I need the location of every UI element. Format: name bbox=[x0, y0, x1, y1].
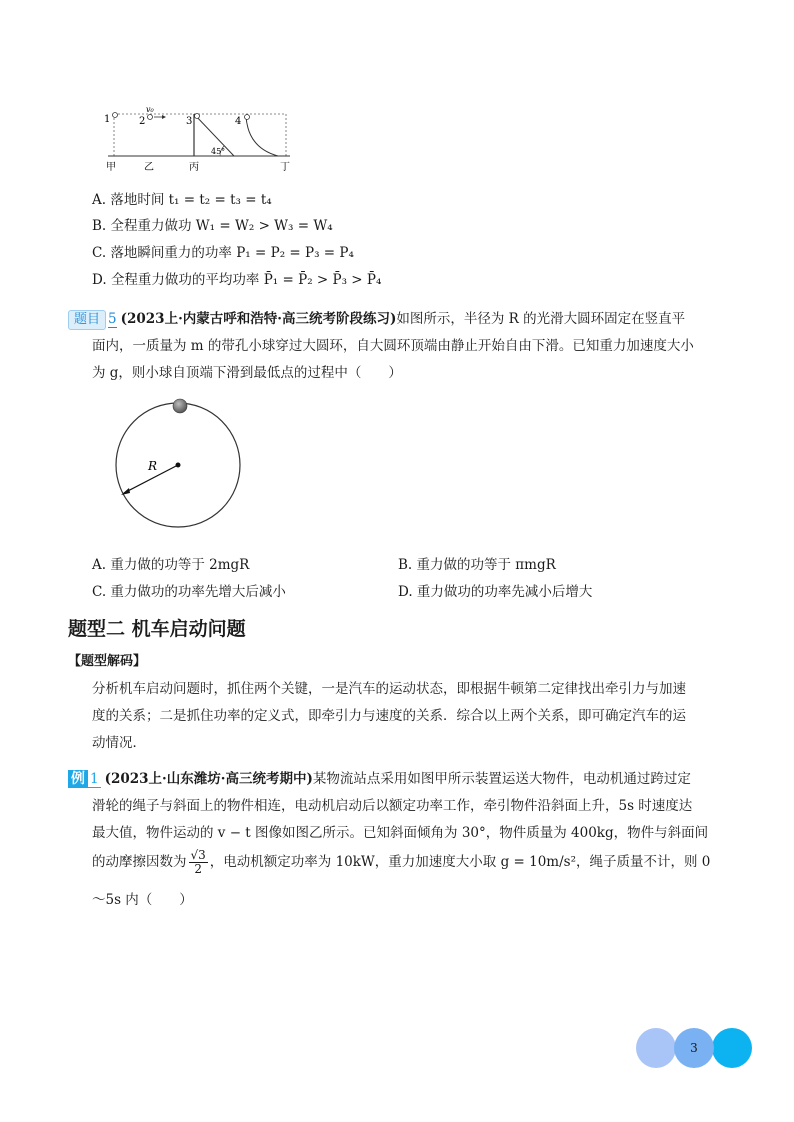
example-line-5: ～5s 内（ ） bbox=[92, 892, 193, 908]
example-number: 1 bbox=[90, 771, 99, 787]
angle-label: 45° bbox=[211, 147, 226, 156]
section-body-1: 分析机车启动问题时，抓住两个关键，一是汽车的运动状态，即根据牛顿第二定律找出牵引力与加速 bbox=[92, 681, 686, 697]
q5-option-d[interactable]: D. 重力做功的功率先减小后增大 bbox=[398, 584, 593, 600]
option-letter: D. bbox=[92, 272, 107, 288]
q5-option-b[interactable]: B. 重力做的功等于 πmgR bbox=[398, 557, 556, 573]
page-circle-right bbox=[712, 1028, 752, 1068]
section-body-2: 度的关系；二是抓住功率的定义式，即牵引力与速度的关系．综合以上两个关系，即可确定汽车的运 bbox=[92, 708, 686, 724]
q5-text-1: 如图所示，半径为 R 的光滑大圆环固定在竖直平 bbox=[396, 311, 686, 327]
q5-line-2: 面内，一质量为 m 的带孔小球穿过大圆环，自大圆环顶端由静止开始自由下滑。已知重力加速度大小 bbox=[92, 338, 694, 354]
velocity-label: v₀ bbox=[146, 105, 154, 114]
fraction-numerator: √3 bbox=[190, 848, 206, 862]
q4-option-d[interactable] bbox=[92, 270, 381, 290]
ground-label-bing: 丙 bbox=[189, 162, 199, 173]
option-text: 落地瞬间重力的功率 P₁ = P₂ = P₃ = P₄ bbox=[110, 245, 354, 261]
example-line-1 bbox=[68, 766, 738, 792]
option-text: 全程重力做功的平均功率 P̄₁ = P̄₂ > P̄₃ > P̄₄ bbox=[110, 272, 382, 288]
question-source: (2023上·内蒙古呼和浩特·高三统考阶段练习) bbox=[120, 311, 397, 327]
page-circle-left bbox=[636, 1028, 676, 1068]
example-text-4b: ，电动机额定功率为 10kW，重力加速度大小取 g = 10m/s²，绳子质量不计，则 0 bbox=[209, 854, 711, 870]
friction-fraction bbox=[189, 849, 208, 876]
q4-option-a[interactable] bbox=[92, 190, 272, 210]
example-source: (2023上·山东潍坊·高三统考期中) bbox=[104, 771, 313, 787]
option-text: 落地时间 t₁ = t₂ = t₃ = t₄ bbox=[110, 192, 272, 208]
question-tag: 题目 bbox=[68, 310, 106, 330]
page-number-badge bbox=[674, 1028, 714, 1068]
q5-option-c[interactable]: C. 重力做功的功率先增大后减小 bbox=[92, 584, 286, 600]
ball-icon bbox=[173, 399, 187, 413]
section-title: 题型二 机车启动问题 bbox=[68, 618, 246, 640]
page-number: 3 bbox=[690, 1041, 698, 1055]
example-line-3: 最大值，物件运动的 v − t 图像如图乙所示。已知斜面倾角为 30°，物件质量为 400kg，物件与斜面间 bbox=[92, 825, 709, 841]
q5-line-1 bbox=[68, 306, 738, 332]
option-letter: A. bbox=[92, 192, 107, 208]
q5-line-3: 为 g，则小球自顶端下滑到最低点的过程中（ ） bbox=[92, 365, 402, 381]
fraction-denominator: 2 bbox=[194, 862, 202, 876]
label-1: 1 bbox=[104, 114, 111, 125]
section-subtitle: 【题型解码】 bbox=[68, 654, 147, 669]
q4-option-b[interactable] bbox=[92, 216, 333, 236]
option-letter: C. bbox=[92, 245, 107, 261]
example-text-1: 某物流站点采用如图甲所示装置运送大物件，电动机通过跨过定 bbox=[312, 771, 691, 787]
figure-projectile-diagram bbox=[100, 104, 300, 174]
section-body-3: 动情况． bbox=[92, 735, 146, 751]
ground-label-ding: 丁 bbox=[280, 162, 290, 173]
option-text: 全程重力做功 W₁ = W₂ > W₃ = W₄ bbox=[110, 218, 333, 234]
label-2: 2 bbox=[139, 116, 146, 127]
q4-option-c[interactable] bbox=[92, 243, 354, 263]
example-tag: 例 bbox=[68, 770, 88, 788]
question-number: 5 bbox=[108, 311, 117, 327]
label-3: 3 bbox=[186, 116, 193, 127]
q5-option-a[interactable]: A. 重力做的功等于 2mgR bbox=[92, 557, 250, 573]
example-line-4 bbox=[92, 849, 710, 876]
figure-circle-ring bbox=[110, 396, 250, 541]
example-line-2: 滑轮的绳子与斜面上的物件相连，电动机启动后以额定功率工作，牵引物件沿斜面上升，5s 时速度达 bbox=[92, 798, 693, 814]
example-text-4a: 的动摩擦因数为 bbox=[92, 854, 187, 870]
label-4: 4 bbox=[235, 116, 242, 127]
radius-label: R bbox=[148, 459, 158, 473]
ground-label-yi: 乙 bbox=[144, 162, 154, 173]
ground-label-jia: 甲 bbox=[106, 162, 116, 173]
option-letter: B. bbox=[92, 218, 107, 234]
